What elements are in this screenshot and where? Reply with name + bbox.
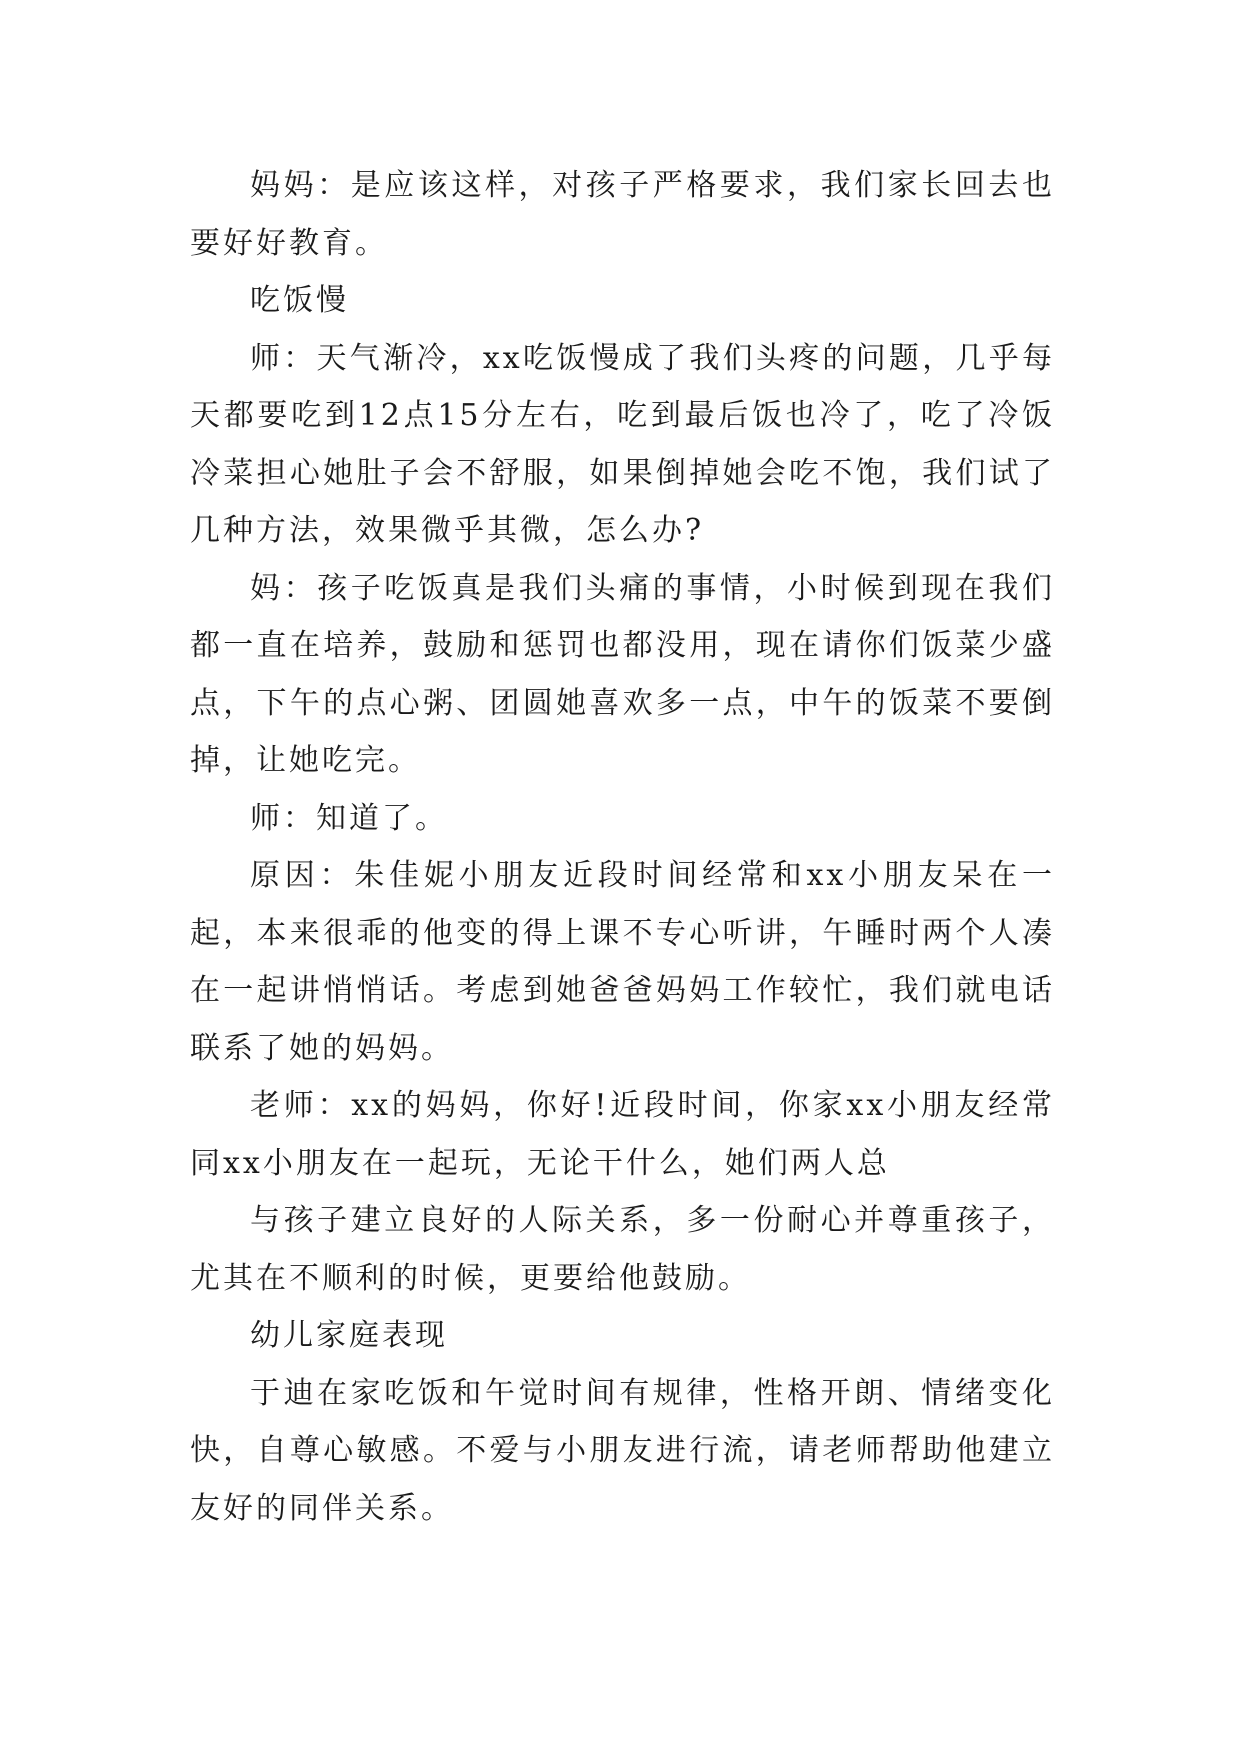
paragraph-reason: 原因：朱佳妮小朋友近段时间经常和xx小朋友呆在一起，本来很乖的他变的得上课不专心听讲，午睡时两个人凑在一起讲悄悄话。考虑到她爸爸妈妈工作较忙，我们就电话联系了她的妈妈。 bbox=[190, 858, 1055, 1066]
heading-home-behavior: 幼儿家庭表现 bbox=[250, 1318, 448, 1353]
paragraph-mom-agrees: 妈妈：是应该这样，对孩子严格要求，我们家长回去也要好好教育。 bbox=[190, 168, 1055, 261]
paragraph-teacher-ack: 师：知道了。 bbox=[250, 800, 448, 836]
paragraph-teacher-call: 老师：xx的妈妈，你好!近段时间，你家xx小朋友经常同xx小朋友在一起玩，无论干什么，她们两人总 bbox=[190, 1088, 1055, 1181]
document-body bbox=[190, 157, 1055, 1537]
paragraph-mom-eating: 妈：孩子吃饭真是我们头痛的事情，小时候到现在我们都一直在培养，鼓励和惩罚也都没用，现在请你们饭菜少盛点，下午的点心粥、团圆她喜欢多一点，中午的饭菜不要倒掉，让她吃完。 bbox=[190, 570, 1055, 778]
paragraph-relationship: 与孩子建立良好的人际关系，多一份耐心并尊重孩子，尤其在不顺利的时候，更要给他鼓励。 bbox=[190, 1203, 1055, 1296]
paragraph-home-behavior: 于迪在家吃饭和午觉时间有规律，性格开朗、情绪变化快，自尊心敏感。不爱与小朋友进行流，请老师帮助他建立友好的同伴关系。 bbox=[190, 1375, 1055, 1526]
heading-eating-slowly: 吃饭慢 bbox=[250, 283, 349, 318]
paragraph-teacher-eating: 师：天气渐冷，xx吃饭慢成了我们头疼的问题，几乎每天都要吃到12点15分左右，吃到最后饭也冷了，吃了冷饭冷菜担心她肚子会不舒服，如果倒掉她会吃不饱，我们试了几种方法，效果微乎其微，怎么办? bbox=[190, 340, 1055, 548]
